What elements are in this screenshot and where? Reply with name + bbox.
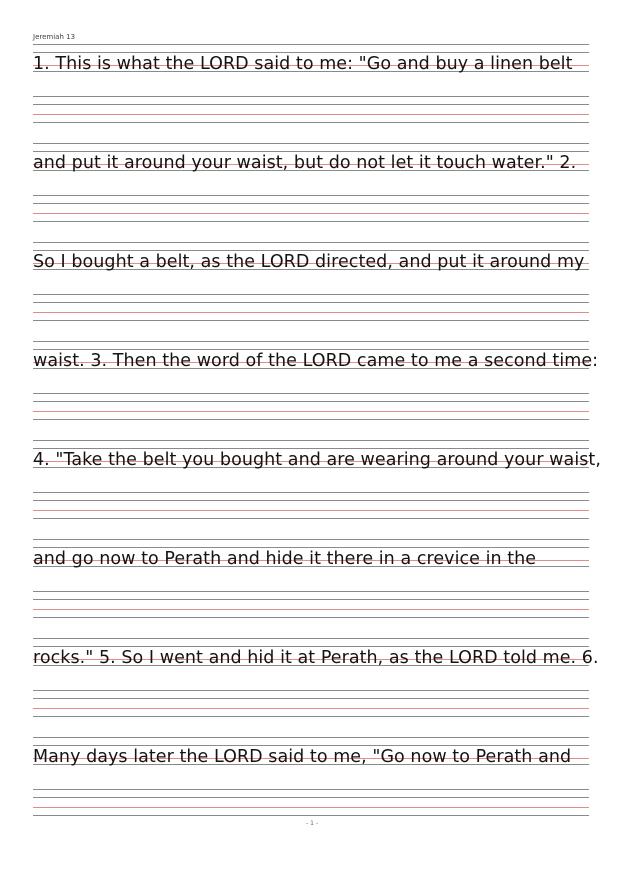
guide-rule	[33, 393, 589, 394]
handwriting-block-5	[33, 440, 601, 538]
page-number: - 1 -	[306, 820, 318, 827]
sample-text-line: 4. "Take the belt you bought and are wearing around your waist,	[33, 450, 601, 470]
handwriting-block-1	[33, 44, 589, 142]
sample-text-line: Many days later the LORD said to me, "Go now to Perath and	[33, 747, 572, 767]
guide-rule	[33, 242, 589, 243]
document-header: Jeremiah 13	[33, 33, 76, 41]
guide-rule	[33, 104, 589, 105]
guide-rule	[33, 815, 589, 816]
baseline-rule	[33, 708, 589, 709]
baseline-rule	[33, 114, 589, 115]
guide-rule	[33, 221, 589, 222]
guide-rule	[33, 638, 589, 639]
sample-text-line: and go now to Perath and hide it there in a crevice in the	[33, 549, 537, 569]
guide-rule	[33, 250, 589, 251]
baseline-rule	[33, 213, 589, 214]
guide-rule	[33, 96, 589, 97]
guide-rule	[33, 52, 589, 53]
baseline-rule	[33, 807, 589, 808]
guide-rule	[33, 789, 589, 790]
sample-text-line: So I bought a belt, as the LORD directed, and put it around my	[33, 252, 585, 272]
sample-text-line: waist. 3. Then the word of the LORD came to me a second time:	[33, 351, 599, 371]
guide-rule	[33, 716, 589, 717]
baseline-rule	[33, 510, 589, 511]
guide-rule	[33, 646, 589, 647]
guide-rule	[33, 294, 589, 295]
guide-rule	[33, 599, 589, 600]
guide-rule	[33, 341, 589, 342]
guide-rule	[33, 492, 589, 493]
guide-rule	[33, 690, 589, 691]
guide-rule	[33, 539, 589, 540]
guide-rule	[33, 122, 589, 123]
guide-rule	[33, 591, 589, 592]
sample-text-line: and put it around your waist, but do not let it touch water." 2.	[33, 153, 577, 173]
guide-rule	[33, 151, 589, 152]
guide-rule	[33, 448, 589, 449]
guide-rule	[33, 500, 589, 501]
guide-rule	[33, 440, 589, 441]
guide-rule	[33, 302, 589, 303]
guide-rule	[33, 143, 589, 144]
baseline-rule	[33, 609, 589, 610]
guide-rule	[33, 547, 589, 548]
handwriting-block-6	[33, 539, 589, 637]
guide-rule	[33, 44, 589, 45]
guide-rule	[33, 797, 589, 798]
handwriting-block-7	[33, 638, 599, 736]
sample-text-line: 1. This is what the LORD said to me: "Go and buy a linen belt	[33, 54, 573, 74]
guide-rule	[33, 195, 589, 196]
guide-rule	[33, 518, 589, 519]
guide-rule	[33, 320, 589, 321]
guide-rule	[33, 617, 589, 618]
baseline-rule	[33, 411, 589, 412]
guide-rule	[33, 745, 589, 746]
guide-rule	[33, 419, 589, 420]
sample-text-line: rocks." 5. So I went and hid it at Perath, as the LORD told me. 6.	[33, 648, 599, 668]
guide-rule	[33, 698, 589, 699]
guide-rule	[33, 401, 589, 402]
handwriting-block-2	[33, 143, 589, 241]
guide-rule	[33, 737, 589, 738]
handwriting-block-4	[33, 341, 599, 439]
guide-rule	[33, 203, 589, 204]
guide-rule	[33, 349, 589, 350]
baseline-rule	[33, 312, 589, 313]
handwriting-block-3	[33, 242, 589, 340]
